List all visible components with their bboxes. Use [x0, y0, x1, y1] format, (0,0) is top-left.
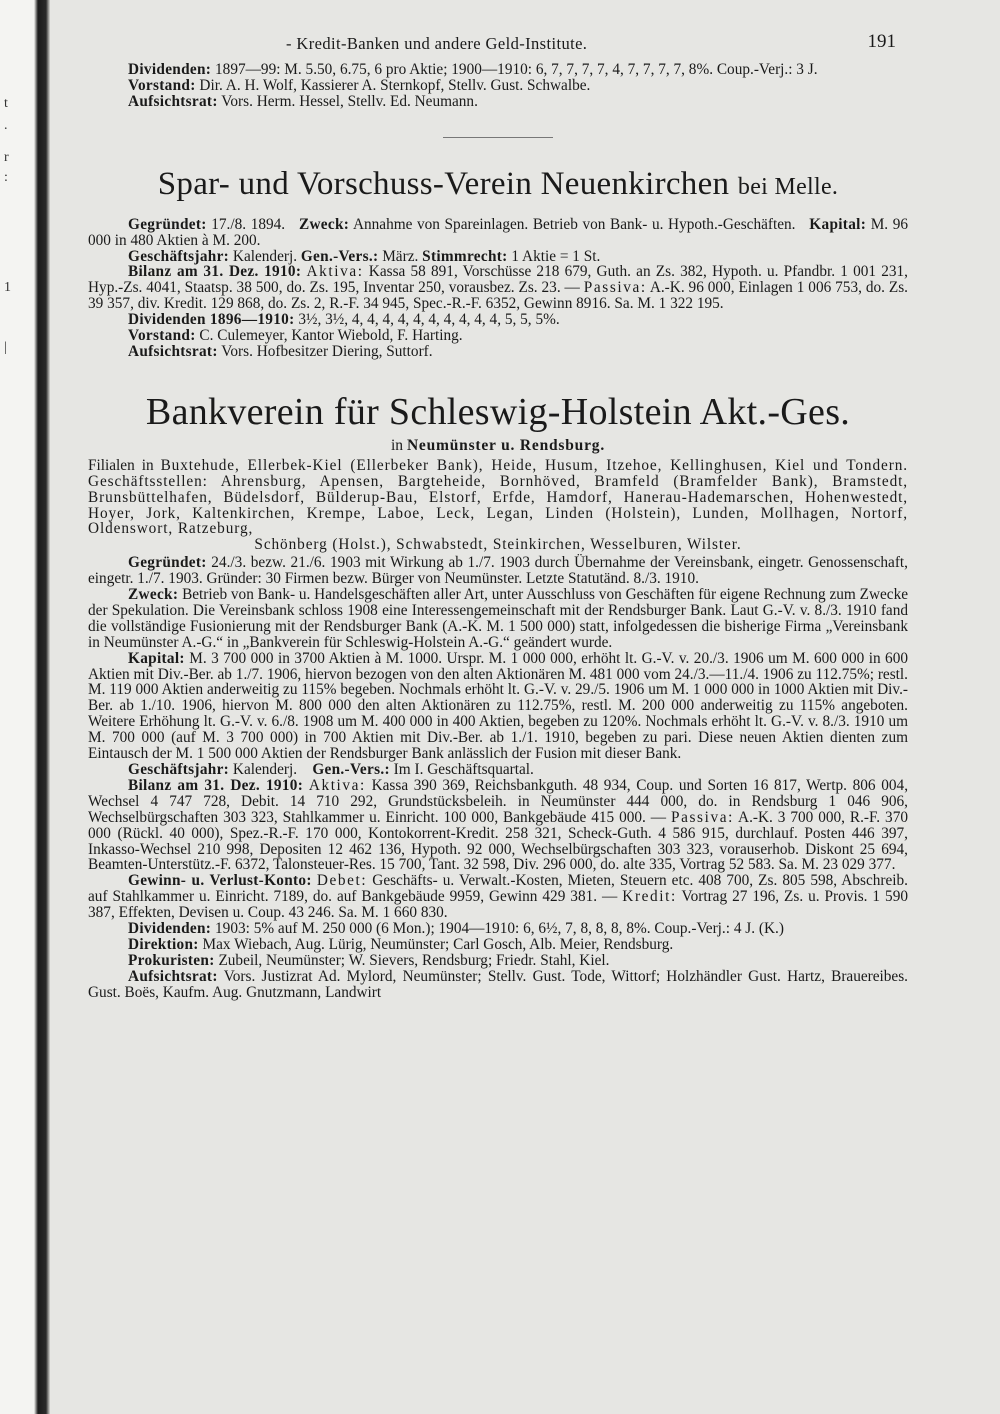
prev-vorstand	[88, 78, 908, 94]
text: Im I. Geschäftsquartal.	[393, 761, 534, 778]
text: Kalenderj.	[232, 247, 298, 265]
text: Kalenderj.	[232, 761, 298, 778]
vorstand	[88, 328, 908, 344]
label: Gewinn- u. Verlust-Konto:	[128, 872, 312, 890]
label: Geschäftsjahr:	[128, 247, 230, 265]
label: Zweck:	[128, 586, 179, 604]
label: Geschäftsjahr:	[128, 761, 230, 778]
label: Zweck:	[298, 215, 350, 233]
passiva-word: Passiva:	[671, 808, 734, 826]
text: 3½, 3½, 4, 4, 4, 4, 4, 4, 4, 4, 4, 4, 5, 5, 5%.	[298, 311, 560, 329]
label: Aufsichtsrat:	[128, 342, 218, 360]
kredit-word: Kredit:	[622, 888, 677, 906]
label: Aufsichtsrat:	[128, 92, 218, 110]
text: Vors. Justizrat Ad. Mylord, Neumünster; Stellv. Gust. Tode, Wittorf; Holzhändler Gust. Hartz, Brauereibes. Gust. Boës, Kaufm. Aug. Gnutzmann, Landwirt	[88, 967, 908, 1001]
section-divider	[443, 137, 553, 138]
label: Bilanz am 31. Dez. 1910:	[128, 263, 302, 281]
geschaeftsjahr	[88, 762, 908, 778]
label: Direktion:	[128, 935, 199, 953]
aufsichtsrat	[88, 344, 908, 360]
text: A.-K. 96 000, Einlagen 1 006 753, do. Zs. 39 357, div. Kredit. 129 868, do. Zs. 2, R.-F. 34 945, Spec.-R.-F. 6352, Gewinn 8916. Sa. M. 1 322 195.	[88, 279, 908, 313]
text: Vors. Hofbesitzer Diering, Suttorf.	[221, 342, 433, 360]
running-head	[88, 31, 908, 62]
label: Gegründet:	[128, 554, 207, 572]
margin-mark: :	[4, 170, 8, 185]
text: Vortrag 27 196, Zs. u. Provis. 1 590 387, Effekten, Devisen u. Coup. 43 246. Sa. M. 1 660 830.	[88, 888, 908, 922]
entry-location	[88, 438, 908, 454]
text: C. Culemeyer, Kantor Wiebold, F. Harting.	[199, 327, 463, 345]
label: Kapital:	[809, 215, 867, 233]
label: Bilanz am 31. Dez. 1910:	[128, 776, 304, 794]
aktiva-word: Aktiva:	[308, 776, 366, 794]
running-head-title: - Kredit-Banken und andere Geld-Institute.	[286, 34, 588, 53]
loc-prefix: in	[391, 436, 404, 454]
aufsichtsrat	[88, 969, 908, 1001]
title-text: Spar- und Vorschuss-Verein Neuenkirchen	[157, 165, 730, 202]
text: Kassa 58 891, Vorschüsse 218 679, Guth. an Zs. 382, Hypoth. u. Pfandbr. 1 001 231, Hyp.-Zs. 4041, Staatsp. 38 500, do. Zs. 195, Inventar 250, vorausbez. Zs. 23. —	[88, 263, 908, 297]
text: Max Wiebach, Aug. Lürig, Neumünster; Carl Gosch, Alb. Meier, Rendsburg.	[202, 935, 674, 953]
aktiva-word: Aktiva:	[306, 263, 364, 281]
label: Prokuristen:	[128, 951, 215, 969]
label: Filialen in	[88, 456, 154, 474]
label: Dividenden:	[128, 61, 212, 78]
text: M. 96 000 in 480 Aktien à M. 200.	[88, 215, 909, 249]
zweck	[88, 587, 908, 651]
text: März.	[382, 247, 419, 265]
filialen	[88, 458, 908, 538]
text: Buxtehude, Ellerbek-Kiel (Ellerbeker Bank), Heide, Husum, Itzehoe, Kellinghusen, Kiel und Tondern. Geschäftsstellen: Ahrensburg, Apensen, Bargteheide, Bornhöved, Bramfeld (Bramfelder Bank), Bramstedt, Brunsbüttelhafen, Büdelsdorf, Bülderup-Bau, Elstorf, Erfde, Hamdorf, Hanerau-Hademarschen, Hohenwestedt, Hoyer, Jork, Kaltenkirchen, Krempe, Laboe, Leck, Legan, Linden (Holstein), Lunden, Mollhagen, Nortorf, Oldenswort, Ratzeburg,	[88, 456, 908, 538]
prev-dividenden	[88, 62, 908, 78]
margin-mark: |	[4, 340, 7, 355]
filialen-last-line: Schönberg (Holst.), Schwabstedt, Steinkirchen, Wesselburen, Wilster.	[254, 536, 742, 554]
bilanz	[88, 778, 908, 873]
prev-entry	[88, 62, 908, 110]
text: 1 Aktie = 1 St.	[511, 247, 601, 265]
gegruendet	[88, 555, 908, 587]
text: M. 3 700 000 in 3700 Aktien à M. 1000. Urspr. M. 1 000 000, erhöht lt. G.-V. v. 20./3. 1906 um M. 600 000 in 600 Aktien mit Div.-Ber. ab 1./7. 1906, hiervon bezogen von den alten Aktionären M. 481 000 vom 24./3.—11./4. 1906 zu 112.75%; restl. M. 119 000 Aktien anderweitig zu 115% begeben. Nochmals erhöht lt. G.-V. v. 29./5. 1906 um M. 1 000 000 in 1000 Aktien mit Div.-Ber. ab 1./10. 1906, hiervon M. 800 000 den alten Aktionären zu 112.75%, restl. M. 200 000 anderweitig zu 115% angeboten. Weitere Erhöhung lt. G.-V. v. 6./8. 1908 um M. 400 000 in 400 Aktien, begeben zu 120%. Nochmals erhöht lt. G.-V. v. 8./3. 1910 um M. 700 000 (auf M. 3 700 000) in 700 Aktien mit Div.-Ber. ab 1./1. 1910, begeben zu pari. Diese neuen Aktien dienten zum Eintausch der M. 1 500 000 Aktien der Rendsburger Bank anlässlich der Fusion mit dieser Bank.	[88, 649, 909, 763]
label: Gegründet:	[128, 215, 207, 233]
direktion	[88, 937, 908, 953]
dividenden	[88, 312, 908, 328]
label: Aufsichtsrat:	[128, 967, 218, 985]
label: Gen.-Vers.:	[300, 247, 379, 265]
label: Dividenden 1896—1910:	[128, 311, 295, 329]
text: Coup.-Verj.: 4 J. (K.)	[654, 920, 784, 938]
entry-spar-vorschuss-verein	[88, 164, 908, 360]
dividenden	[88, 921, 908, 937]
prev-aufsichtsrat	[88, 94, 908, 110]
margin-mark: .	[4, 118, 8, 133]
bilanz	[88, 264, 908, 312]
label: Vorstand:	[128, 327, 196, 345]
loc-text: Neumünster u. Rendsburg.	[406, 436, 605, 454]
kapital	[88, 651, 908, 762]
text: Vors. Herm. Hessel, Stellv. Ed. Neumann.	[221, 92, 478, 110]
text: Geschäfts- u. Verwalt.-Kosten, Mieten, Steuern etc. 408 700, Zs. 805 598, Abschreib. auf Stahlkammer u. Einricht. 7189, do. auf Bankgebäude 9959, Gewinn 429 381. —	[88, 872, 909, 906]
margin-mark: t	[4, 96, 8, 111]
gegruendet	[88, 217, 908, 249]
text: 17./8. 1894.	[211, 215, 286, 233]
document-page	[88, 31, 909, 1001]
gewinn-verlust-konto	[88, 873, 908, 921]
text: Kassa 390 369, Reichsbankguth. 48 934, Coup. und Sorten 16 817, Wertp. 806 004, Wechsel 4 747 728, Debit. 14 710 292, Grundstücksbeleih. in Neumünster 444 000, do. in Rendsburg 1 046 906, Wechselbürgschaften 303 323, Stahlkammer u. Einricht. 100 000, Bankgebäude 415 000. —	[88, 776, 909, 826]
label: Dividenden:	[128, 920, 212, 938]
margin-mark: 1	[4, 280, 11, 295]
text: 24./3. bezw. 21./6. 1903 mit Wirkung ab 1./7. 1903 durch Übernahme der Vereinsbank, eingetr. Genossenschaft, eingetr. 1./7. 1903. Gründer: 30 Firmen bezw. Bürger von Neumünster. Letzte Statutänd. 8./3. 1910.	[88, 554, 909, 588]
margin-mark: r	[4, 150, 9, 165]
entry-title: Bankverein für Schleswig-Holstein Akt.-Ges.	[145, 390, 851, 433]
text: 1903: 5% auf M. 250 000 (6 Mon.); 1904—1910: 6, 6½, 7, 8, 8, 8, 8%.	[215, 920, 651, 938]
text: Betrieb von Bank- u. Handelsgeschäften aller Art, unter Ausschluss von Geschäften für eigene Rechnung zum Zwecke der Spekulation. Die Vereinsbank schloss 1908 eine Interessengemeinschaft mit der Rendsburger Bank. Laut G.-V. v. 8./3. 1910 fand die vollständige Fusionierung mit der Rendsburger Bank (A.-K. M. 1 500 000) statt, infolgedessen die bisherige Firma „Vereinsbank in Neumünster A.-G.“ in „Bankverein für Schleswig-Holstein A.-G.“ geändert wurde.	[88, 586, 909, 651]
text: A.-K. 3 700 000, R.-F. 370 000 (Rückl. 40 000), Spez.-R.-F. 170 000, Kontokorrent-Kredit. 258 321, Scheck-Guth. 4 586 915, durchlauf. Posten 446 397, Inkasso-Wechsel 210 998, Depositen 12 462 136, Hypoth. 92 000, Wechselbürgschaften 303 323, vorauserhob. Diskont 25 694, Beamten-Unterstütz.-F. 6372, Talonsteuer-Res. 15 700, Tant. 32 598, Div. 296 000, do. alte 335, Vortrag 52 583. Sa. M. 23 029 377.	[88, 808, 908, 874]
label: Gen.-Vers.:	[312, 761, 390, 778]
label: Vorstand:	[128, 76, 196, 94]
passiva-word: Passiva:	[583, 279, 647, 297]
book-spine-gutter	[0, 0, 50, 1414]
entry-title	[88, 164, 908, 207]
geschaeftsjahr	[88, 249, 908, 265]
text: 1897—99: M. 5.50, 6.75, 6 pro Aktie; 1900—1910: 6, 7, 7, 7, 7, 4, 7, 7, 7, 7, 8%.	[215, 61, 714, 78]
text: Coup.-Verj.: 3 J.	[716, 61, 818, 78]
debet-word: Debet:	[316, 872, 368, 890]
text: Annahme von Spareinlagen. Betrieb von Bank- u. Hypoth.-Geschäften.	[352, 215, 796, 233]
label: Kapital:	[128, 649, 185, 667]
text: Dir. A. H. Wolf, Kassierer A. Sternkopf, Stellv. Gust. Schwalbe.	[199, 76, 591, 94]
page-number: 191	[867, 31, 896, 52]
label: Stimmrecht:	[422, 247, 508, 265]
text: Zubeil, Neumünster; W. Sievers, Rendsburg; Friedr. Stahl, Kiel.	[218, 951, 610, 969]
title-suffix: bei Melle.	[737, 173, 839, 200]
entry-bankverein-schleswig-holstein	[88, 390, 908, 1001]
prokuristen	[88, 953, 908, 969]
